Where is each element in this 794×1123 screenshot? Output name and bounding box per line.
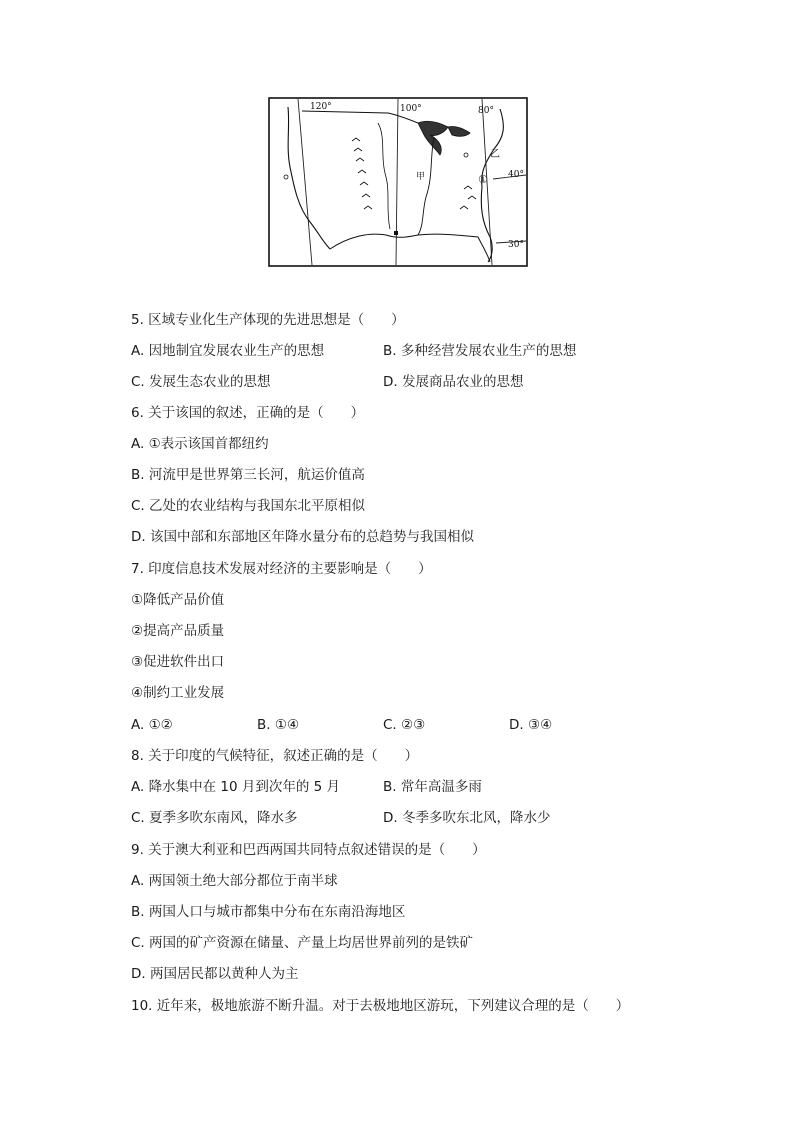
map-label-lon120: 120°: [310, 102, 332, 112]
question-7-stem: 7. 印度信息技术发展对经济的主要影响是（ ）: [131, 561, 432, 577]
q9-option-c: C. 两国的矿产资源在储量、产量上均居世界前列的是铁矿: [131, 935, 474, 951]
question-10-stem: 10. 近年来，极地旅游不断升温。对于去极地地区游玩，下列建议合理的是（ ）: [131, 998, 630, 1014]
map-label-lon100: 100°: [400, 104, 422, 114]
q5-option-c: C. 发展生态农业的思想: [131, 374, 271, 390]
q5-option-a: A. 因地制宜发展农业生产的思想: [131, 343, 325, 359]
question-6-stem: 6. 关于该国的叙述，正确的是（ ）: [131, 405, 365, 421]
map-label-yi: 乙: [490, 149, 500, 160]
q9-option-d: D. 两国居民都以黄种人为主: [131, 966, 299, 982]
map-label-lon80: 80°: [478, 106, 494, 116]
map-label-jia: 甲: [416, 172, 426, 182]
q9-option-b: B. 两国人口与城市都集中分布在东南沿海地区: [131, 904, 406, 920]
q7-item-4: ④制约工业发展: [131, 685, 225, 701]
q6-option-b: B. 河流甲是世界第三长河，航运价值高: [131, 467, 365, 483]
usa-map-figure: [268, 97, 528, 267]
question-9-stem: 9. 关于澳大利亚和巴西两国共同特点叙述错误的是（ ）: [131, 842, 486, 858]
q7-option-c: C. ②③: [383, 717, 426, 733]
q7-option-d: D. ③④: [509, 717, 553, 733]
question-5-stem: 5. 区域专业化生产体现的先进思想是（ ）: [131, 312, 405, 328]
q9-option-a: A. 两国领土绝大部分都位于南半球: [131, 873, 338, 889]
q7-item-2: ②提高产品质量: [131, 623, 225, 639]
q8-option-a: A. 降水集中在 10 月到次年的 5 月: [131, 779, 341, 795]
q6-option-c: C. 乙处的农业结构与我国东北平原相似: [131, 498, 366, 514]
q6-option-d: D. 该国中部和东部地区年降水量分布的总趋势与我国相似: [131, 529, 474, 545]
question-8-stem: 8. 关于印度的气候特征，叙述正确的是（ ）: [131, 748, 419, 764]
map-label-lat30: 30°: [508, 240, 524, 250]
q8-option-d: D. 冬季多吹东北风，降水少: [383, 810, 551, 826]
q5-option-d: D. 发展商品农业的思想: [383, 374, 524, 390]
map-label-lat40: 40°: [508, 170, 524, 180]
q6-option-a: A. ①表示该国首都纽约: [131, 436, 269, 452]
map-label-circle1: ①: [478, 173, 488, 186]
q8-option-c: C. 夏季多吹东南风，降水多: [131, 810, 298, 826]
q7-option-b: B. ①④: [257, 717, 300, 733]
q8-option-b: B. 常年高温多雨: [383, 779, 482, 795]
q7-item-1: ①降低产品价值: [131, 592, 225, 608]
q5-option-b: B. 多种经营发展农业生产的思想: [383, 343, 577, 359]
q7-option-a: A. ①②: [131, 717, 173, 733]
q7-item-3: ③促进软件出口: [131, 654, 225, 670]
